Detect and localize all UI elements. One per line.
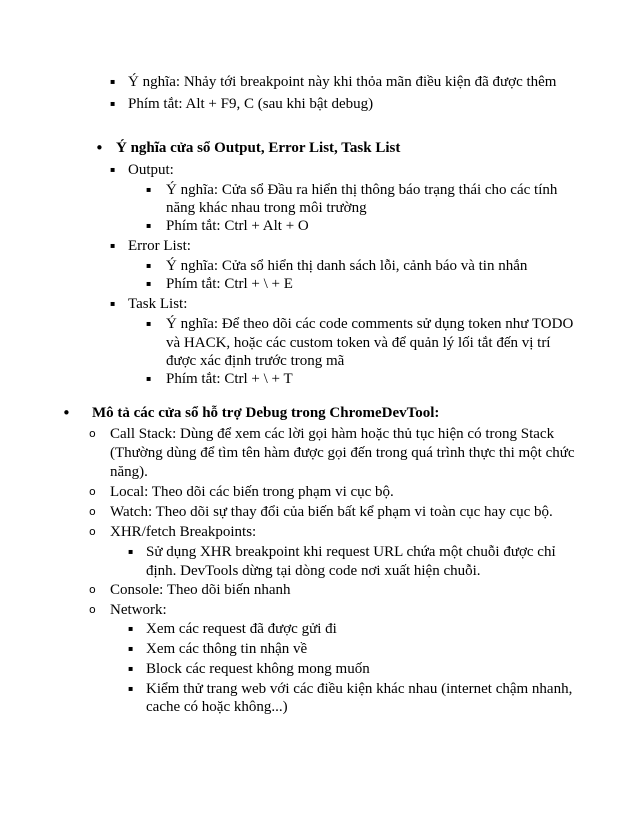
square-bullet-icon: ▪: [128, 664, 134, 673]
list-item-text: Task List:: [128, 296, 188, 312]
square-bullet-icon: ▪: [146, 261, 152, 270]
square-bullet-icon: ▪: [128, 547, 134, 556]
list-item-text: Ý nghĩa: Để theo dõi các code comments sử dụng token như TODO: [166, 316, 574, 332]
square-bullet-icon: ▪: [146, 319, 152, 328]
circle-bullet-icon: o: [89, 603, 96, 616]
square-bullet-icon: ▪: [128, 684, 134, 693]
list-item-text: XHR/fetch Breakpoints:: [110, 524, 257, 540]
circle-bullet-icon: o: [89, 427, 96, 440]
disc-bullet-icon: •: [62, 404, 71, 422]
circle-bullet-icon: o: [89, 505, 96, 518]
list-item-text: Xem các request đã được gửi đi: [146, 621, 337, 637]
list-item-text: Phím tắt: Ctrl + \ + E: [166, 276, 293, 292]
square-bullet-icon: ▪: [128, 644, 134, 653]
list-item-text: năng).: [110, 464, 148, 480]
square-bullet-icon: ▪: [146, 185, 152, 194]
list-item-text: Block các request không mong muốn: [146, 661, 370, 677]
list-item-text: Ý nghĩa: Cửa sổ hiển thị danh sách lỗi, cảnh báo và tin nhắn: [166, 258, 528, 274]
list-item-text: cache có hoặc không...): [146, 699, 288, 715]
circle-bullet-icon: o: [89, 583, 96, 596]
list-item-text: Sử dụng XHR breakpoint khi request URL chứa một chuỗi được chỉ: [146, 544, 556, 560]
square-bullet-icon: ▪: [110, 77, 116, 86]
square-bullet-icon: ▪: [110, 165, 116, 174]
list-item-text: và HACK, hoặc các custom token và để quản lý lối tắt đến vị trí: [166, 335, 551, 351]
square-bullet-icon: ▪: [146, 374, 152, 383]
list-item-text: được xác định trước trong mã: [166, 353, 345, 369]
square-bullet-icon: ▪: [128, 624, 134, 633]
square-bullet-icon: ▪: [110, 299, 116, 308]
square-bullet-icon: ▪: [146, 221, 152, 230]
list-item-text: Local: Theo dõi các biến trong phạm vi cục bộ.: [110, 484, 394, 500]
circle-bullet-icon: o: [89, 485, 96, 498]
square-bullet-icon: ▪: [110, 241, 116, 250]
list-item-text: Console: Theo dõi biến nhanh: [110, 582, 291, 598]
list-item-text: Network:: [110, 602, 167, 618]
square-bullet-icon: ▪: [146, 279, 152, 288]
list-item-text: Watch: Theo dõi sự thay đổi của biến bất kể phạm vi toàn cục hay cục bộ.: [110, 504, 553, 520]
circle-bullet-icon: o: [89, 525, 96, 538]
list-item-text: (Thường dùng để tìm tên hàm được gọi đến trong quá trình thực thi một chức: [110, 445, 575, 461]
list-item-text: Ý nghĩa: Nhảy tới breakpoint này khi thỏa mãn điều kiện đã được thêm: [128, 74, 557, 90]
square-bullet-icon: ▪: [110, 99, 116, 108]
list-item-text: Phím tắt: Ctrl + Alt + O: [166, 218, 309, 234]
list-item-text: Xem các thông tin nhận về: [146, 641, 308, 657]
list-item-text: Kiểm thử trang web với các điều kiện khác nhau (internet chậm nhanh,: [146, 681, 573, 697]
section-heading-text: Mô tả các cửa sổ hỗ trợ Debug trong ChromeDevTool:: [92, 405, 440, 421]
disc-bullet-icon: •: [95, 139, 104, 157]
list-item-text: Phím tắt: Ctrl + \ + T: [166, 371, 293, 387]
section-heading-text: Ý nghĩa cửa sổ Output, Error List, Task List: [116, 140, 401, 156]
list-item-text: Phím tắt: Alt + F9, C (sau khi bật debug): [128, 96, 374, 112]
list-item-text: năng khác nhau trong môi trường: [166, 200, 367, 216]
list-item-text: Ý nghĩa: Cửa sổ Đầu ra hiển thị thông báo trạng thái cho các tính: [166, 182, 558, 198]
list-item-text: định. DevTools dừng tại dòng code nơi xuất hiện chuỗi.: [146, 563, 481, 579]
list-item-text: Call Stack: Dùng để xem các lời gọi hàm hoặc thủ tục hiện có trong Stack: [110, 426, 555, 442]
list-item-text: Output:: [128, 162, 174, 178]
list-item-text: Error List:: [128, 238, 191, 254]
